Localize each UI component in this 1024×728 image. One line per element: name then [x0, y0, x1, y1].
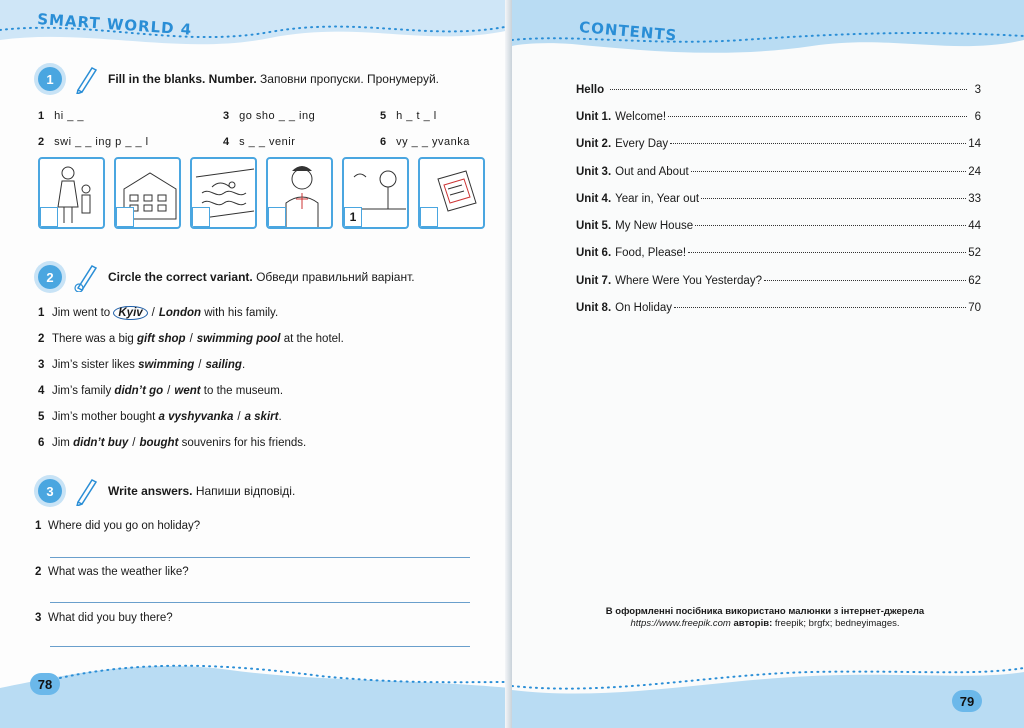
page-number: 78: [30, 673, 60, 695]
toc-row[interactable]: Unit 2. Every Day 14: [576, 138, 981, 150]
bottom-wave-left: [0, 648, 510, 728]
toc-row[interactable]: Unit 4. Year in, Year out 33: [576, 193, 981, 205]
picture-row: [38, 157, 485, 229]
exercise-2-header: [38, 262, 415, 292]
answer-box[interactable]: [420, 207, 438, 227]
image-credits: В оформленні посібника використано малюнки з інтернет-джерела https://www.freepik.com авторів: freepik; brgfx; bedneyimages.: [605, 606, 925, 629]
answer-box[interactable]: [192, 207, 210, 227]
sentence-6: 6 Jim didn’t buy / bought souvenirs for his friends.: [38, 437, 307, 449]
blank-item: 3 go sho _ _ ing: [223, 110, 316, 122]
sentence-3: 3 Jim’s sister likes swimming / sailing.: [38, 359, 246, 371]
exercise-title: Fill in the blanks. Number. Заповни пропуски. Пронумеруй.: [108, 72, 439, 86]
toc-row[interactable]: Unit 8. On Holiday 70: [576, 302, 981, 314]
blank-row-2: [38, 136, 470, 148]
house-and-tree-icon: [342, 157, 409, 229]
toc-row[interactable]: Unit 7. Where Were You Yesterday? 62: [576, 275, 981, 287]
question-1: 1 Where did you go on holiday?: [35, 520, 201, 532]
question-2: 2 What was the weather like?: [35, 566, 189, 578]
exercise-title: Circle the correct variant. Обведи правильний варіант.: [108, 270, 415, 284]
answer-line[interactable]: [50, 557, 470, 558]
option[interactable]: swimming: [138, 359, 195, 371]
option-circled[interactable]: Kyiv: [113, 306, 147, 320]
question-3: 3 What did you buy there?: [35, 612, 173, 624]
swimming-pool-icon: [190, 157, 257, 229]
blank-item: 4 s _ _ venir: [223, 136, 296, 148]
option[interactable]: went: [174, 385, 201, 397]
toc-row[interactable]: Unit 6. Food, Please! 52: [576, 247, 981, 259]
answer-box[interactable]: [268, 207, 286, 227]
exercise-number-badge: 1: [38, 67, 62, 91]
contents-title: CONTENTS: [578, 18, 679, 45]
option[interactable]: a skirt: [244, 411, 279, 423]
toc-row[interactable]: Unit 5. My New House 44: [576, 220, 981, 232]
option[interactable]: didn’t go: [114, 385, 164, 397]
hotel-building-icon: [114, 157, 181, 229]
left-page: [0, 0, 510, 728]
pencil-icon: [72, 64, 98, 94]
sentence-1: 1 Jim went to Kyiv / London with his family.: [38, 307, 279, 319]
exercise-1-header: [38, 64, 439, 94]
option[interactable]: didn’t buy: [73, 437, 129, 449]
option[interactable]: a vyshyvanka: [158, 411, 234, 423]
boy-in-vyshyvanka-icon: [266, 157, 333, 229]
answer-line[interactable]: [50, 602, 470, 603]
toc-row[interactable]: Hello 3: [576, 84, 981, 96]
option[interactable]: bought: [139, 437, 179, 449]
sentence-4: 4 Jim’s family didn’t go / went to the museum.: [38, 385, 284, 397]
exercise-title: Write answers. Напиши відповіді.: [108, 484, 296, 498]
blank-item: 6 vy _ _ yvanka: [380, 136, 470, 148]
exercise-number-badge: 3: [38, 479, 62, 503]
answer-box[interactable]: [40, 207, 58, 227]
blank-row-1: [38, 110, 437, 122]
exercise-number-badge: 2: [38, 265, 62, 289]
sentence-5: 5 Jim’s mother bought a vyshyvanka / a skirt.: [38, 411, 282, 423]
answer-box[interactable]: [116, 207, 134, 227]
brand-title: SMART WORLD 4: [36, 10, 193, 39]
family-walking-icon: [38, 157, 105, 229]
blank-item: 1 hi _ _: [38, 110, 85, 122]
pencil-icon: [72, 262, 98, 292]
toc-row[interactable]: Unit 1. Welcome! 6: [576, 111, 981, 123]
option[interactable]: sailing: [205, 359, 242, 371]
sentence-2: 2 There was a big gift shop / swimming pool at the hotel.: [38, 333, 344, 345]
souvenir-box-icon: [418, 157, 485, 229]
answer-line[interactable]: [50, 646, 470, 647]
exercise-3-header: [38, 476, 295, 506]
option[interactable]: London: [158, 307, 202, 319]
option[interactable]: gift shop: [137, 333, 186, 345]
pencil-icon: [72, 476, 98, 506]
answer-box[interactable]: 1: [344, 207, 362, 227]
page-number: 79: [952, 690, 982, 712]
blank-item: 2 swi _ _ ing p _ _ l: [38, 136, 149, 148]
bottom-wave-right: [512, 650, 1024, 728]
blank-item: 5 h _ t _ l: [380, 110, 437, 122]
option[interactable]: swimming pool: [196, 333, 281, 345]
toc-row[interactable]: Unit 3. Out and About 24: [576, 166, 981, 178]
